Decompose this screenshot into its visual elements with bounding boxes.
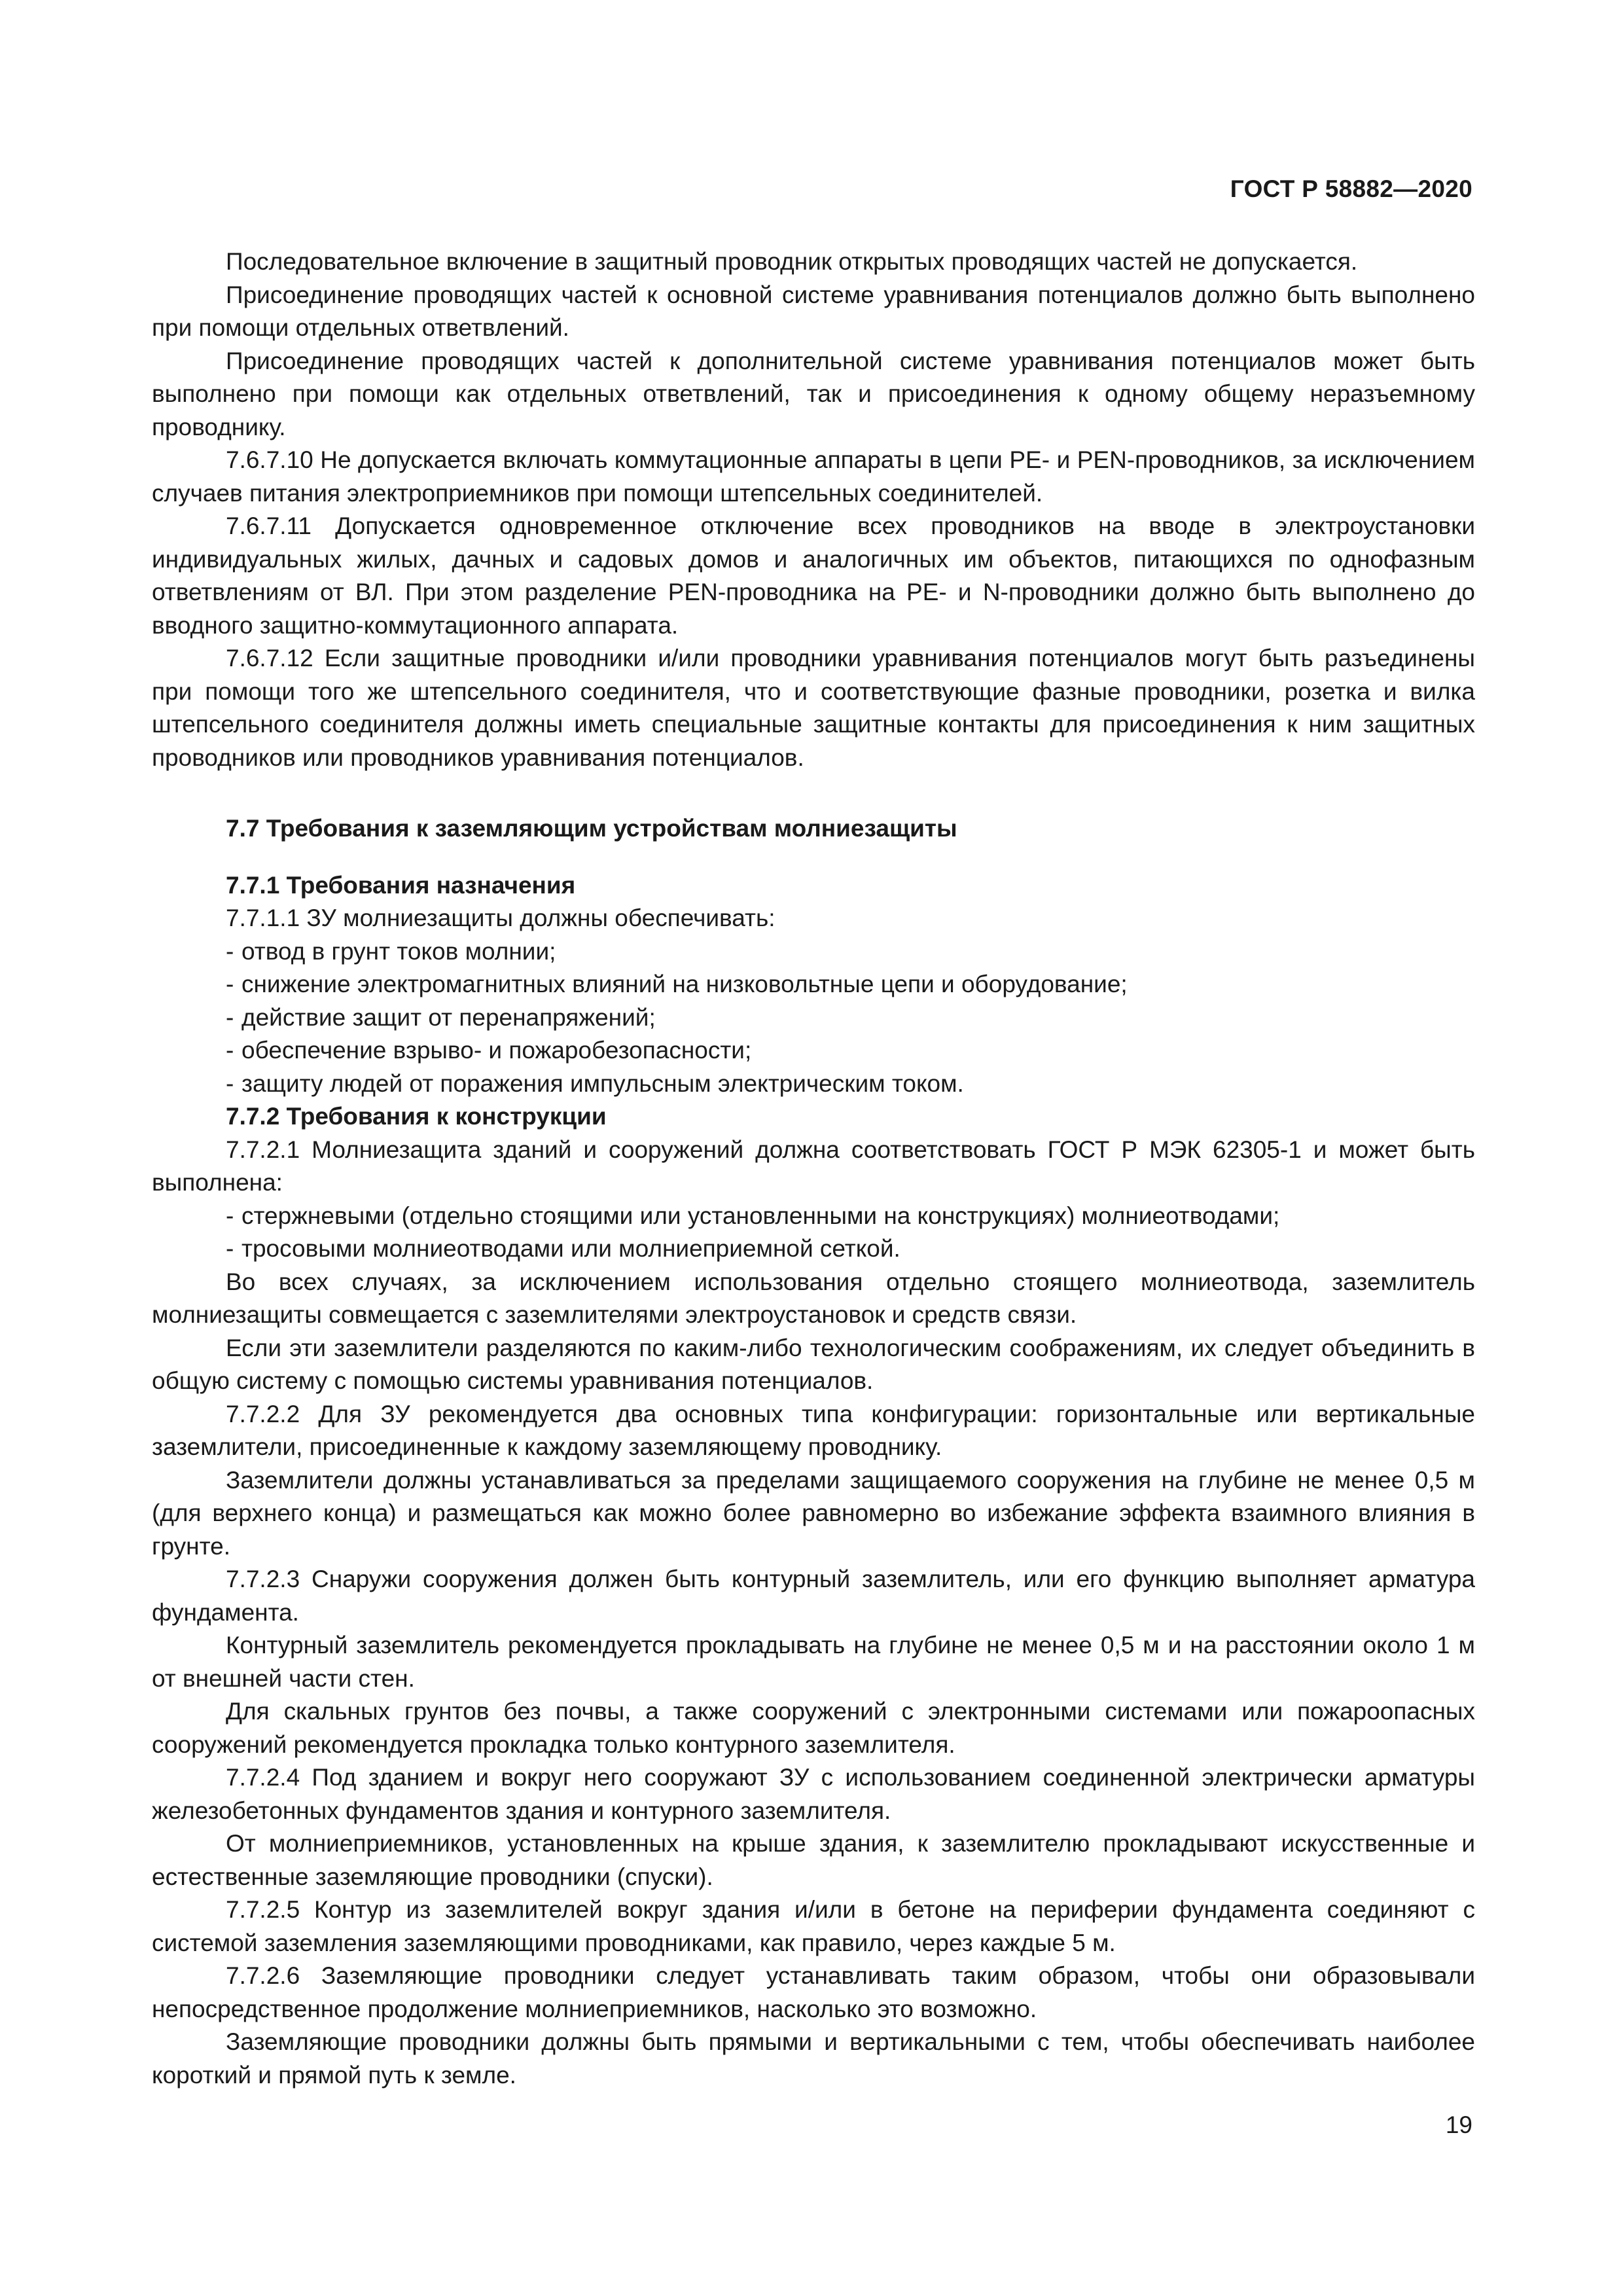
list-dash: -	[226, 1235, 234, 1262]
list-dash: -	[226, 971, 234, 997]
paragraph: 7.7.1.1 ЗУ молниезащиты должны обеспечивать:	[226, 905, 776, 931]
list-item-text: защиту людей от поражения импульсным электрическим током.	[241, 1069, 964, 1097]
subsection-heading-7-7-2: 7.7.2 Требования к конструкции	[226, 1103, 607, 1130]
paragraph: 7.7.2.6 Заземляющие проводники следует устанавливать таким образом, чтобы они образовывали непосредственное продолжение молниеприемников, насколько это возможно.	[152, 1962, 1475, 2022]
list-item	[226, 935, 1475, 969]
list-item	[226, 1067, 1475, 1101]
paragraph: Во всех случаях, за исключением использования отдельно стоящего молниеотвода, заземлитель молниезащиты совмещается с заземлителями электроустановок и средств связи.	[152, 1268, 1475, 1328]
paragraph: Последовательное включение в защитный проводник открытых проводящих частей не допускается.	[226, 248, 1358, 275]
paragraph: 7.7.2.3 Снаружи сооружения должен быть контурный заземлитель, или его функцию выполняет арматура фундамента.	[152, 1566, 1475, 1626]
list-item-text: обеспечение взрыво- и пожаробезопасности;	[241, 1037, 752, 1064]
section-heading-7-7: 7.7 Требования к заземляющим устройствам молниезащиты	[226, 815, 957, 842]
list-dash: -	[226, 937, 234, 965]
list-item	[226, 1001, 1475, 1035]
list-item-text: снижение электромагнитных влияний на низковольтные цепи и оборудование;	[241, 971, 1128, 997]
list-item	[226, 1034, 1475, 1067]
document-body	[152, 245, 1475, 2092]
paragraph: 7.7.2.2 Для ЗУ рекомендуется два основных типа конфигурации: горизонтальные или вертикальные заземлители, присоединенные к каждому заземляющему проводнику.	[152, 1400, 1475, 1460]
list-item-text: тросовыми молниеотводами или молниеприемной сеткой.	[241, 1235, 901, 1262]
paragraph: От молниеприемников, установленных на крыше здания, к заземлителю прокладывают искусственные и естественные заземляющие проводники (спуски).	[152, 1830, 1475, 1890]
paragraph: 7.6.7.12 Если защитные проводники и/или проводники уравнивания потенциалов могут быть разъединены при помощи того же штепсельного соединителя, что и соответствующие фазные проводники, розетка и вилка штепсельного соединителя должны иметь специальные защитные контакты для присоединения к ним защитных проводников или проводников уравнивания потенциалов.	[152, 645, 1475, 771]
list-dash: -	[226, 1037, 234, 1064]
subsection-heading-7-7-1: 7.7.1 Требования назначения	[226, 871, 576, 899]
paragraph: 7.6.7.11 Допускается одновременное отключение всех проводников на вводе в электроустановки индивидуальных жилых, дачных и садовых домов и аналогичных им объектов, питающихся по однофазным ответвлениям от ВЛ. При этом разделение PEN-проводника на PE- и N-проводники должно быть выполнено до вводного защитно-коммутационного аппарата.	[152, 512, 1475, 639]
paragraph: Присоединение проводящих частей к дополнительной системе уравнивания потенциалов может быть выполнено при помощи как отдельных ответвлений, так и присоединения к одному общему неразъемному проводнику.	[152, 347, 1475, 440]
paragraph: 7.7.2.5 Контур из заземлителей вокруг здания и/или в бетоне на периферии фундамента соединяют с системой заземления заземляющими проводниками, как правило, через каждые 5 м.	[152, 1896, 1475, 1956]
lightning-rod-types-list	[152, 1200, 1475, 1266]
document-header-id: ГОСТ Р 58882—2020	[1230, 175, 1472, 202]
paragraph: Если эти заземлители разделяются по каким-либо технологическим соображениям, их следует объединить в общую систему с помощью системы уравнивания потенциалов.	[152, 1334, 1475, 1394]
list-dash: -	[226, 1003, 234, 1031]
page-number: 19	[1445, 2111, 1472, 2138]
paragraph: Контурный заземлитель рекомендуется прокладывать на глубине не менее 0,5 м и на расстоянии около 1 м от внешней части стен.	[152, 1632, 1475, 1692]
paragraph: Заземлители должны устанавливаться за пределами защищаемого сооружения на глубине не менее 0,5 м (для верхнего конца) и размещаться как можно более равномерно во избежание эффекта взаимного влияния в грунте.	[152, 1466, 1475, 1560]
list-item	[226, 1232, 1475, 1266]
paragraph: Заземляющие проводники должны быть прямыми и вертикальными с тем, чтобы обеспечивать наиболее короткий и прямой путь к земле.	[152, 2028, 1475, 2089]
list-item-text: отвод в грунт токов молнии;	[241, 937, 556, 965]
list-item-text: действие защит от перенапряжений;	[241, 1003, 656, 1031]
paragraph: Присоединение проводящих частей к основной системе уравнивания потенциалов должно быть выполнено при помощи отдельных ответвлений.	[152, 281, 1475, 341]
requirements-list	[152, 935, 1475, 1101]
list-item	[226, 968, 1475, 1001]
paragraph: 7.7.2.1 Молниезащита зданий и сооружений должна соответствовать ГОСТ Р МЭК 62305-1 и может быть выполнена:	[152, 1136, 1475, 1196]
list-dash: -	[226, 1202, 234, 1229]
paragraph: 7.6.7.10 Не допускается включать коммутационные аппараты в цепи PE- и PEN-проводников, за исключением случаев питания электроприемников при помощи штепсельных соединителей.	[152, 446, 1475, 507]
list-item	[226, 1200, 1475, 1233]
paragraph: 7.7.2.4 Под зданием и вокруг него сооружают ЗУ с использованием соединенной электрически арматуры железобетонных фундаментов здания и контурного заземлителя.	[152, 1764, 1475, 1824]
list-dash: -	[226, 1069, 234, 1097]
list-item-text: стержневыми (отдельно стоящими или установленными на конструкциях) молниеотводами;	[241, 1202, 1280, 1229]
paragraph: Для скальных грунтов без почвы, а также сооружений с электронными системами или пожароопасных сооружений рекомендуется прокладка только контурного заземлителя.	[152, 1698, 1475, 1758]
